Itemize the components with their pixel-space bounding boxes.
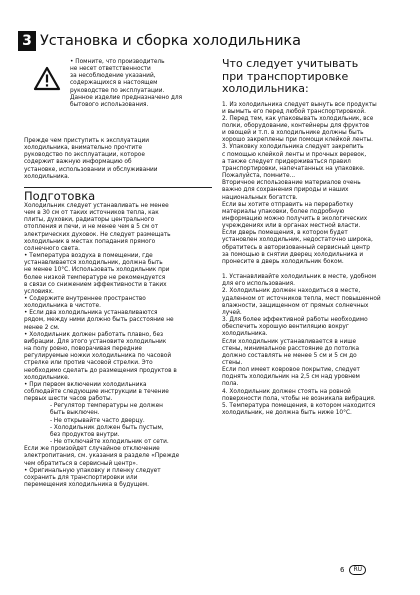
text-line: стены.	[222, 359, 243, 366]
text-line: должно составлять не менее 5 см и 5 см до	[222, 352, 357, 359]
text-line: установке, использовании и обслуживании	[24, 166, 158, 173]
text-line: электрических духовок. Не следует размещать	[24, 231, 171, 238]
text-line: устанавливается холодильник, должна быть	[24, 260, 163, 267]
intro-paragraph	[24, 138, 212, 181]
text-line: обратитесь в авторизованный сервисный центр	[222, 244, 370, 251]
text-line: • Содержите внутреннее пространство	[24, 295, 146, 302]
text-line: менее 2 см.	[24, 324, 60, 331]
text-line: холодильника в чистоте.	[24, 303, 101, 310]
closing-text	[24, 446, 212, 489]
text-line: с помощью клейкой ленты и прочных веревок,	[222, 151, 367, 158]
text-line: первых шести часов работы.	[24, 396, 113, 403]
text-line: Если вы хотите отправить на переработку	[222, 201, 354, 208]
text-line: лучей.	[222, 309, 242, 316]
text-line: • Оригинальную упаковку и пленку следует	[24, 467, 161, 474]
text-line: учреждениях или в органах местной власти.	[222, 223, 361, 230]
spacer	[222, 266, 406, 274]
text-line: и вымыть его перед любой транспортировкой.	[222, 108, 367, 115]
text-line: на полу ровно, поворачивая передние	[24, 346, 142, 353]
warning-text	[70, 58, 212, 138]
text-line: чем в 30 см от таких источников тепла, как	[24, 210, 159, 217]
list-item: - Не отключайте холодильник от сети.	[50, 439, 169, 446]
text-line: 5. Температура помещения, в котором находится	[222, 402, 376, 409]
text-line: в связи со снижением эффективности в таких	[24, 281, 167, 288]
heading-line: Что следует учитывать	[222, 57, 359, 70]
text-line: поднять холодильник на 2,5 см над уровнем	[222, 374, 360, 381]
text-line: условиях.	[24, 288, 54, 295]
text-line: холодильника, внимательно прочтите	[24, 145, 143, 152]
text-line: удаленном от источников тепла, мест повышенной	[222, 295, 381, 302]
text-line: Если дверь помещения, в котором будет	[222, 230, 348, 237]
text-line: сохранить для транспортировки или	[24, 474, 138, 481]
text-line: регулируемые ножки холодильника по часовой	[24, 353, 172, 360]
text-line: информацию можно получить в экологических	[222, 216, 368, 222]
text-line: стены, минимальное расстояние до потолка	[222, 345, 360, 352]
transport-heading	[222, 58, 406, 96]
text-line: для его использования.	[222, 281, 295, 288]
text-line: отопления и печи, и не менее чем в 5 см от	[24, 224, 159, 231]
text-line: необходимо сделать до размещения продуктов в	[24, 367, 177, 374]
left-column	[24, 58, 212, 489]
text-line: 2. Холодильник должен находиться в месте,	[222, 288, 361, 295]
text-line: 4. Холодильник должен стоять на ровной	[222, 388, 351, 395]
text-line: 3. Для более эффективной работы необходимо	[222, 317, 368, 324]
text-line: транспортировки, напечатанных на упаковке.	[222, 165, 365, 172]
text-line: Если пол имеет ковровое покрытие, следует	[222, 367, 360, 374]
text-line: холодильнике.	[24, 374, 70, 381]
text-line: • Температура воздуха в помещении, где	[24, 253, 153, 260]
text-line: и овощей и т.п. в холодильнике должны быть	[222, 130, 364, 137]
list-item: без продуктов внутри.	[50, 431, 120, 438]
text-line: влажности, защищенном от прямых солнечных	[222, 302, 369, 309]
warning-line: не несет ответственности	[70, 66, 151, 73]
list-item: - Холодильник должен быть пустым,	[50, 424, 164, 431]
text-line: не менее 10°C. Использовать холодильник при	[24, 267, 170, 274]
text-line: а также следует придерживаться правил	[222, 158, 351, 165]
text-line: • Если два холодильника устанавливаются	[24, 310, 158, 317]
language-badge: RU	[349, 565, 366, 575]
text-line: электропитания, см. указания в разделе «Прежде	[24, 453, 180, 460]
text-line: Холодильник следует устанавливать не менее	[24, 202, 169, 209]
text-line: чем обратиться в сервисный центр».	[24, 460, 138, 467]
text-line: • Холодильник должен работать плавно, без	[24, 331, 164, 338]
text-line: 2. Перед тем, как упаковывать холодильник, все	[222, 115, 374, 122]
warning-icon	[24, 58, 70, 138]
text-line: пронесите в дверь холодильник боком.	[222, 258, 344, 265]
text-line: солнечного света.	[24, 245, 80, 252]
text-line: хорошо закреплены при помощи клейкой ленты.	[222, 137, 374, 144]
text-line: материалы упаковки, более подробную	[222, 208, 345, 215]
text-line: холодильника.	[24, 173, 70, 180]
text-line: 1. Из холодильника следует вынуть все продукты	[222, 101, 377, 108]
preparation-text	[24, 203, 212, 403]
text-line: пола.	[222, 381, 239, 388]
text-line: 1. Устанавливайте холодильник в месте, удобном	[222, 274, 377, 281]
transport-text	[222, 102, 406, 267]
list-item: - Регулятор температуры не должен	[50, 403, 163, 410]
text-line: Если холодильник устанавливается в нише	[222, 338, 357, 345]
text-line: Пожалуйста, помните...	[222, 173, 296, 180]
page-number: 6	[340, 566, 345, 574]
text-line: 3. Упаковку холодильника следует закрепить	[222, 144, 364, 151]
warning-line: за несоблюдение указаний,	[70, 73, 156, 80]
text-line: вибрации. Для этого установите холодильник	[24, 338, 167, 345]
warning-line: бытового использования.	[70, 101, 149, 108]
text-line: обеспечить хорошую вентиляцию вокруг	[222, 324, 349, 331]
chapter-number: 3	[18, 31, 36, 51]
text-line: за помощью в снятии дверец холодильника и	[222, 251, 364, 258]
text-line: установлен холодильник, недостаточно широка,	[222, 237, 373, 244]
warning-line: Данное изделие предназначено для	[70, 94, 183, 101]
text-line: более низкой температуре не рекомендуется	[24, 274, 166, 281]
text-line: национальных богатств.	[222, 194, 298, 201]
text-line: содержит важную информацию об	[24, 159, 132, 166]
text-line: поверхности пола, чтобы не возникала вибрация.	[222, 395, 376, 402]
text-line: полки, оборудование, контейнеры для фруктов	[222, 122, 370, 129]
section-title: Установка и сборка холодильника	[40, 33, 301, 49]
text-line: холодильник, не должна быть ниже 10°C.	[222, 410, 352, 417]
page-footer	[340, 565, 366, 575]
text-line: важно для сохранения природы и наших	[222, 187, 349, 194]
text-line: холодильник в местах попадания прямого	[24, 238, 156, 245]
preparation-heading: Подготовка	[24, 187, 212, 203]
list-item: - Не открывайте часто дверцу.	[50, 417, 145, 424]
list-item: быть выключен.	[50, 410, 100, 417]
text-line: перемещения холодильника в будущем.	[24, 482, 149, 489]
warning-box	[24, 58, 212, 138]
section-header	[18, 30, 404, 52]
text-line: • При первом включении холодильника	[24, 381, 147, 388]
text-line: Прежде чем приступить к эксплуатации	[24, 138, 149, 144]
heading-line: холодильника:	[222, 82, 309, 95]
text-line: соблюдайте следующие инструкции в течение	[24, 389, 169, 395]
text-line: Если же произойдет случайное отключение	[24, 446, 160, 453]
warning-line: • Помните, что производитель	[70, 59, 165, 65]
heading-line: при транспортировке	[222, 69, 349, 83]
text-line: рядом, между ними должно быть расстояние не	[24, 317, 174, 324]
text-line: холодильника.	[222, 331, 268, 338]
placement-text	[222, 274, 406, 417]
warning-line: содержащихся в настоящем	[70, 80, 158, 87]
right-column	[222, 58, 406, 417]
first-use-list	[24, 403, 212, 446]
text-line: руководство по эксплуатации, которое	[24, 152, 145, 159]
warning-line: руководстве по эксплуатации.	[70, 87, 165, 94]
text-line: стрелке или против часовой стрелки. Это	[24, 360, 153, 367]
text-line: Вторичное использование материалов очень	[222, 180, 361, 187]
text-line: плиты, духовки, радиаторы центрального	[24, 217, 155, 224]
